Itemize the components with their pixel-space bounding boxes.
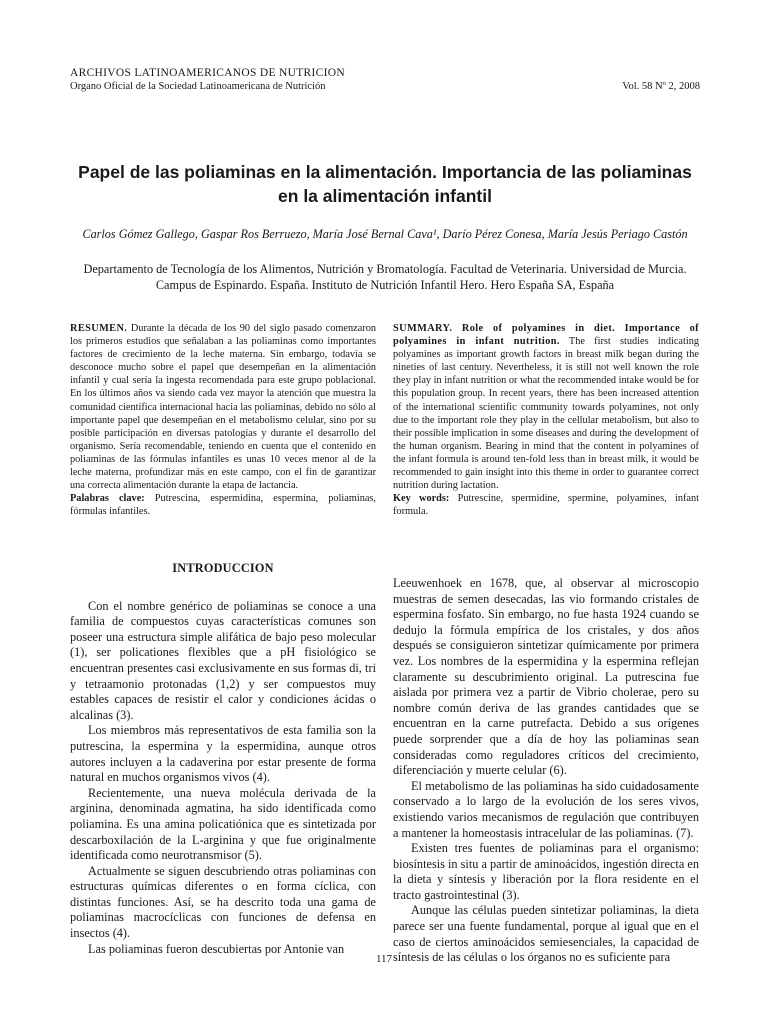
keywords-spanish: Putrescina, espermidina, espermina, poliaminas, fórmulas infantiles. bbox=[70, 493, 377, 518]
journal-volume: Vol. 58 Nº 2, 2008 bbox=[622, 81, 700, 92]
body-paragraph: Aunque las células pueden sintetizar poliaminas, la dieta parece ser una fuente fundamental, porque al igual que en el caso de ciertos aminoácidos semiesenciales, la capacidad de síntesis de las células o los órganos no es suficiente para bbox=[393, 903, 699, 965]
abstract-spanish-text: Durante la década de los 90 del siglo pasado comenzaron los primeros estudios que señalaban a las poliaminas como importantes factores de crecimiento de la leche materna. Sin embargo, todavía se desconoce mucho sobre el papel que desempeñan en la alimentación infantil y cual sería la ingesta recomendada para este grupo poblacional. En los últimos años va siendo cada vez mayor la atención que muestra la comunidad científica internacional hacia las poliaminas, debido no sólo al importante papel que desempeñan en el metabolismo celular, sino por su posible participación en diversas patologías y durante el desarrollo del organismo. Sería recomendable, teniendo en cuenta que el contenido en poliaminas de las fórmulas infantiles es unas 10 veces menor al de la leche materna, profundizar más en este campo, con el fin de garantizar una correcta alimentación durante la etapa de lactancia. bbox=[70, 323, 376, 492]
article-affiliation: Departamento de Tecnología de los Alimentos, Nutrición y Bromatología. Facultad de Veterinaria. Universidad de Murcia. Campus de Espinardo. España. Instituto de Nutrición Infantil Hero. Hero España SA, España bbox=[83, 262, 687, 292]
body-paragraph: Actualmente se siguen descubriendo otras poliaminas con estructuras químicas diferentes o en forma cíclica, con distintas funciones. Así, se ha descrito toda una gama de poliaminas macrocíclicas con funciones de defensa en insectos (4). bbox=[70, 863, 376, 941]
page-number: 117 bbox=[375, 953, 393, 965]
body-paragraph: Recientemente, una nueva molécula derivada de la arginina, denominada agmatina, ha sido identificada como poliamina. Es una amina policatiónica que es sintetizada por descarboxilación de la L-arginina y que fue originalmente identificada como neurotransmisor (5). bbox=[70, 785, 376, 863]
body-paragraph: Leeuwenhoek en 1678, que, al observar al microscopio muestras de semen desecadas, las vio formando cristales de espermina fosfato. Sin embargo, no fue hasta 1924 cuando se dedujo la fórmula empírica de los cristales, y dos años después se consiguieron sintetizar químicamente por primera vez. Los nombres de la espermidina y la espermina reflejan claramente su descubrimiento original. La putrescina fue aislada por primera vez a partir de Vibrio cholerae, pero su nombre común deriva de las grandes cantidades que se encuentran en la carne putrefacta. Debido a sus orígenes puede sorprender que a día de hoy las poliaminas sean consideradas como reguladores críticos del crecimiento, diferenciación y muerte celular (6). bbox=[393, 576, 699, 778]
body-paragraph: Con el nombre genérico de poliaminas se conoce a una familia de compuestos cuyas características comunes son poseer una estructura simple alifática de bajo peso molecular (1), ser policationes flexibles que a pH fisiológico se encuentran presentes casi exclusivamente en sus formas di, tri y tetraamonio protonadas (1,2) y ser compuestos muy estables capaces de resistir el calor y condiciones ácidas o alcalinas (3). bbox=[70, 598, 376, 722]
abstract-english-label: SUMMARY. Role of polyamines in diet. Importance of polyamines in infant nutrition. bbox=[393, 323, 699, 348]
body-paragraph: El metabolismo de las poliaminas ha sido cuidadosamente conservado a lo largo de la evolución de los seres vivos, existiendo varios mecanismos de regulación que contribuyen a mantener la homeostasis intracelular de las poliaminas. (7). bbox=[393, 778, 699, 840]
keywords-spanish-label: Palabras clave: bbox=[70, 493, 145, 505]
journal-name: ARCHIVOS LATINOAMERICANOS DE NUTRICION bbox=[70, 67, 345, 79]
body-column-left bbox=[70, 561, 376, 957]
body-paragraph: Los miembros más representativos de esta familia son la putrescina, la espermina y la espermidina, aunque otros autores incluyen a la cadaverina por estar presente de forma natural en muchos organismos vivos (4). bbox=[70, 723, 376, 785]
article-title: Papel de las poliaminas en la alimentación. Importancia de las poliaminas en la alimentación infantil bbox=[78, 162, 692, 206]
keywords-english: Putrescine, spermidine, spermine, polyamines, infant formula. bbox=[393, 493, 699, 518]
section-heading-introduccion: INTRODUCCION bbox=[172, 561, 274, 575]
body-column-right bbox=[393, 576, 699, 966]
body-paragraph: Las poliaminas fueron descubiertas por Antonie van bbox=[88, 941, 345, 956]
journal-subtitle: Organo Oficial de la Sociedad Latinoamericana de Nutrición bbox=[70, 81, 326, 92]
abstract-english-text: The first studies indicating polyamines as important growth factors in breast milk began during the nineties of last century. Nevertheless, it is still not well known the role they play in infant nutrition or what the recommended intake would be for this population group. In recent years, there has been increased attention of the international scientific community towards polyamines, not only due to the important role they play in the cellular metabolism, but also to their possible implication in some diseases and during the development of the human organism. Bearing in mind that the content in polyamines of the infant formula is around ten-fold less than in breast milk, it would be recommended to gain insight into this theme in order to guarantee correct nutrition during lactation. bbox=[393, 336, 700, 492]
body-paragraph: Existen tres fuentes de poliaminas para el organismo: biosíntesis in situ a partir de aminoácidos, ingestión directa en la dieta y síntesis y liberación por la flora residente en el tracto gastrointestinal (3). bbox=[393, 841, 699, 902]
article-authors: Carlos Gómez Gallego, Gaspar Ros Berruezo, María José Bernal Cava¹, Darío Pérez Conesa, María Jesús Periago Castón bbox=[82, 227, 688, 241]
abstract-spanish bbox=[70, 322, 376, 518]
abstract-spanish-label: RESUMEN. bbox=[70, 323, 128, 334]
journal-header bbox=[70, 66, 700, 94]
abstract-english bbox=[393, 322, 699, 518]
keywords-english-label: Key words: bbox=[393, 493, 450, 505]
